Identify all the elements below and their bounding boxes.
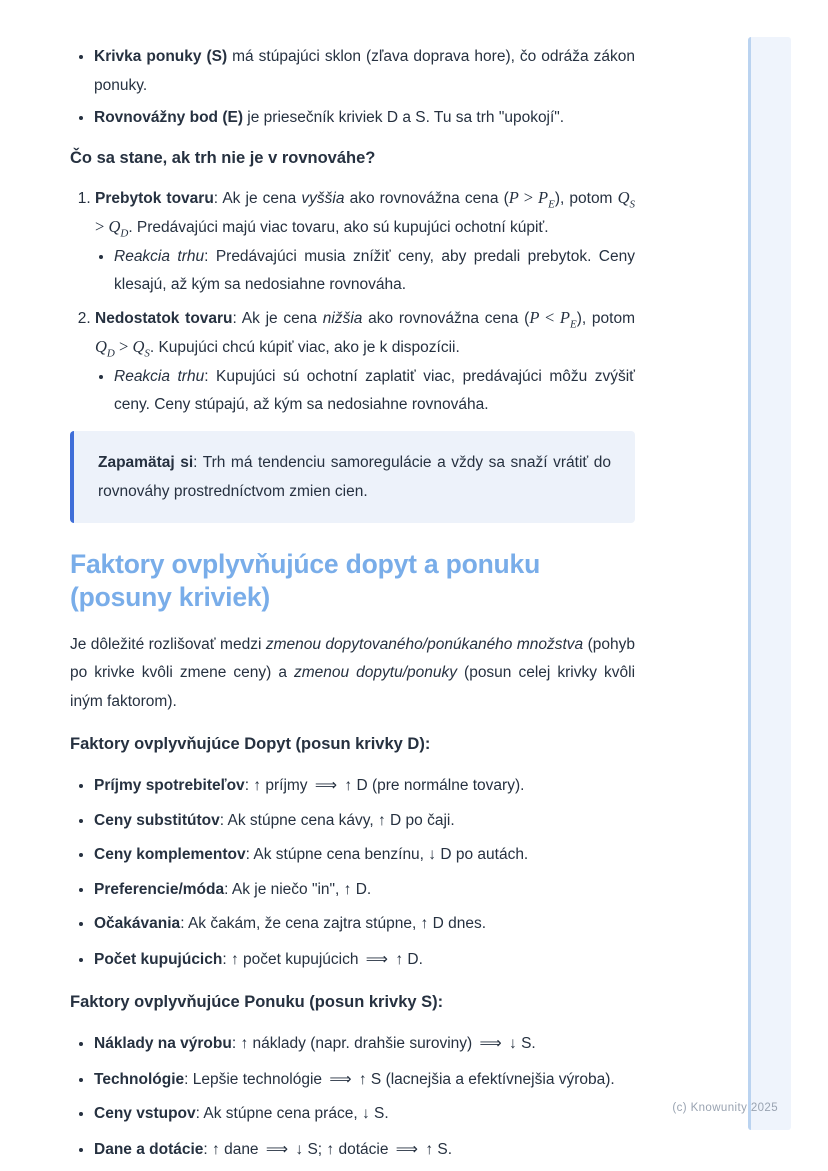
text-run: Dane a dotácie xyxy=(94,1140,204,1158)
text-run: $Q_S$ xyxy=(132,337,150,360)
supply-factors-list xyxy=(70,1029,635,1164)
factors-intro-paragraph xyxy=(70,631,635,717)
supply-factors-heading: Faktory ovplyvňujúce Ponuku (posun krivky S): xyxy=(70,993,444,1011)
text-run: ako rovnovážna cena ( xyxy=(344,189,509,207)
text-run: P xyxy=(508,187,519,207)
text-run: : Ak stúpne cena benzínu, ↓ D po autách. xyxy=(245,846,529,863)
page-edge-strip xyxy=(748,37,791,1130)
text-run: Náklady na výrobu xyxy=(94,1035,232,1052)
text-run: ↑ D. xyxy=(391,950,423,968)
text-run: Rovnovážny bod (E) xyxy=(94,109,243,126)
list-item xyxy=(94,771,635,801)
text-run: : ↑ príjmy xyxy=(244,777,312,794)
text-run: $P_E$ xyxy=(538,187,555,210)
list-item xyxy=(94,876,635,905)
document-content xyxy=(70,43,635,1164)
subscript: S xyxy=(629,197,635,210)
text-run: Ceny substitútov xyxy=(94,811,220,829)
subscript: E xyxy=(548,197,555,210)
text-run: $Q_D$ xyxy=(108,217,129,240)
text-run: (pohyb po krivke kvôli zmene ceny) a xyxy=(70,635,636,681)
callout-text xyxy=(98,448,611,506)
text-run: : ↑ dane xyxy=(203,1140,263,1158)
text-run: : Ak čakám, že cena zajtra stúpne, ↑ D dnes. xyxy=(180,915,487,932)
text-run: zmenou dopytu/ponuky xyxy=(293,664,457,681)
text-run: < xyxy=(539,307,560,327)
text-run: vyššia xyxy=(301,189,345,207)
text-run: > xyxy=(95,217,109,236)
list-item xyxy=(94,910,635,939)
text-run: $Q_D$ xyxy=(95,337,115,360)
text-run: : Ak je cena xyxy=(232,309,323,327)
text-run: . Kupujúci chcú kúpiť viac, ako je k dispozícii. xyxy=(149,339,460,356)
list-item xyxy=(94,945,635,975)
text-run: . Predávajúci majú viac tovaru, ako sú kupujúci ochotní kúpiť. xyxy=(128,219,549,236)
subscript: D xyxy=(120,227,129,240)
text-run: Reakcia trhu xyxy=(114,367,205,385)
callout-note xyxy=(70,431,635,523)
text-run: Prebytok tovaru xyxy=(95,189,214,207)
text-run: Príjmy spotrebiteľov xyxy=(94,777,245,794)
text-run: má stúpajúci sklon (zľava doprava hore), čo odráža zákon ponuky. xyxy=(94,48,636,94)
text-run: > xyxy=(518,187,538,207)
list-item xyxy=(94,1135,635,1165)
text-run: ), potom xyxy=(576,309,635,327)
implies-arrow-icon: ⟹ xyxy=(329,1069,352,1088)
subscript: S xyxy=(144,347,150,360)
text-run: : Kupujúci sú ochotní zaplatiť viac, predávajúci môžu zvýšiť ceny. Ceny stúpajú, až kým sa nedosiahne rovnováha. xyxy=(114,367,635,413)
text-run: ), potom xyxy=(554,189,618,207)
text-run: Zapamätaj si xyxy=(98,453,194,471)
list-item xyxy=(94,1100,635,1129)
watermark: (c) Knowunity 2025 xyxy=(672,1102,778,1114)
text-run: nižšia xyxy=(322,309,363,327)
text-run: > xyxy=(114,337,133,356)
text-run: : Predávajúci musia znížiť ceny, aby predali prebytok. Ceny klesajú, až kým sa nedosiahne rovnováha. xyxy=(114,247,635,293)
text-run: : Ak je cena xyxy=(213,189,302,207)
text-run: Ceny komplementov xyxy=(94,846,246,863)
implies-arrow-icon: ⟹ xyxy=(365,949,389,968)
demand-factors-list xyxy=(70,771,635,974)
list-item xyxy=(94,1029,635,1059)
sub-bullet-list xyxy=(95,363,635,420)
text-run: Reakcia trhu xyxy=(114,247,205,265)
sub-bullet-list xyxy=(95,243,635,300)
text-run: $Q_S$ xyxy=(617,187,635,210)
list-item xyxy=(94,1065,635,1095)
list-item xyxy=(114,363,635,420)
text-run: ↓ S. xyxy=(504,1035,536,1052)
implies-arrow-icon: ⟹ xyxy=(395,1139,419,1158)
list-item xyxy=(94,104,635,133)
subscript: D xyxy=(106,347,115,360)
implies-arrow-icon: ⟹ xyxy=(265,1139,289,1158)
subscript: E xyxy=(569,317,577,330)
list-item xyxy=(94,43,635,100)
text-run: je priesečník kriviek D a S. Tu sa trh "upokojí". xyxy=(242,109,565,126)
list-item xyxy=(94,807,635,836)
section-title-factors: Faktory ovplyvňujúce dopyt a ponuku (posuny kriviek) xyxy=(70,548,541,612)
text-run: P xyxy=(529,307,540,327)
text-run: Technológie xyxy=(94,1070,185,1088)
section-heading-market-imbalance: Čo sa stane, ak trh nie je v rovnováhe? xyxy=(70,148,376,167)
text-run: ako rovnovážna cena ( xyxy=(362,309,530,327)
text-run: zmenou dopytovaného/ponúkaného množstva xyxy=(265,635,584,653)
text-run: : Ak stúpne cena práce, ↓ S. xyxy=(195,1105,389,1122)
imbalance-ordered-list xyxy=(70,184,635,420)
text-run: ↑ D (pre normálne tovary). xyxy=(340,777,525,794)
text-run: : ↑ náklady (napr. drahšie suroviny) xyxy=(231,1035,477,1052)
text-run: Nedostatok tovaru xyxy=(95,309,233,327)
implies-arrow-icon: ⟹ xyxy=(479,1034,502,1052)
text-run: ↓ S; ↑ dotácie xyxy=(291,1140,393,1158)
text-run: : ↑ počet kupujúcich xyxy=(222,950,363,968)
list-item xyxy=(94,841,635,870)
demand-factors-heading: Faktory ovplyvňujúce Dopyt (posun krivky D): xyxy=(70,735,431,753)
list-item-text xyxy=(95,307,635,360)
equilibrium-bullet-list xyxy=(70,43,635,133)
list-item xyxy=(95,304,635,420)
text-run: : Trh má tendenciu samoregulácie a vždy sa snaží vrátiť do rovnováhy prostredníctvom zmien cien. xyxy=(98,453,611,500)
text-run: Krivka ponuky (S) xyxy=(94,48,228,65)
list-item xyxy=(95,184,635,300)
list-item xyxy=(114,243,635,300)
text-run: : Ak stúpne cena kávy, ↑ D po čaji. xyxy=(219,811,455,829)
text-run: Je dôležité rozlišovať medzi xyxy=(70,635,266,653)
text-run: Očakávania xyxy=(94,915,181,932)
text-run: Ceny vstupov xyxy=(94,1105,196,1122)
text-run: : Lepšie technológie xyxy=(184,1070,327,1088)
text-run: (posun celej krivky kvôli iným faktorom). xyxy=(70,664,636,710)
text-run: ↑ S (lacnejšia a efektívnejšia výroba). xyxy=(354,1070,615,1088)
text-run: Preferencie/móda xyxy=(94,880,225,898)
list-item-text xyxy=(95,187,635,240)
implies-arrow-icon: ⟹ xyxy=(314,776,338,794)
text-run: : Ak je niečo "in", ↑ D. xyxy=(224,880,372,898)
text-run: Počet kupujúcich xyxy=(94,950,223,968)
text-run: $P_E$ xyxy=(559,307,577,330)
text-run: ↑ S. xyxy=(421,1140,453,1158)
